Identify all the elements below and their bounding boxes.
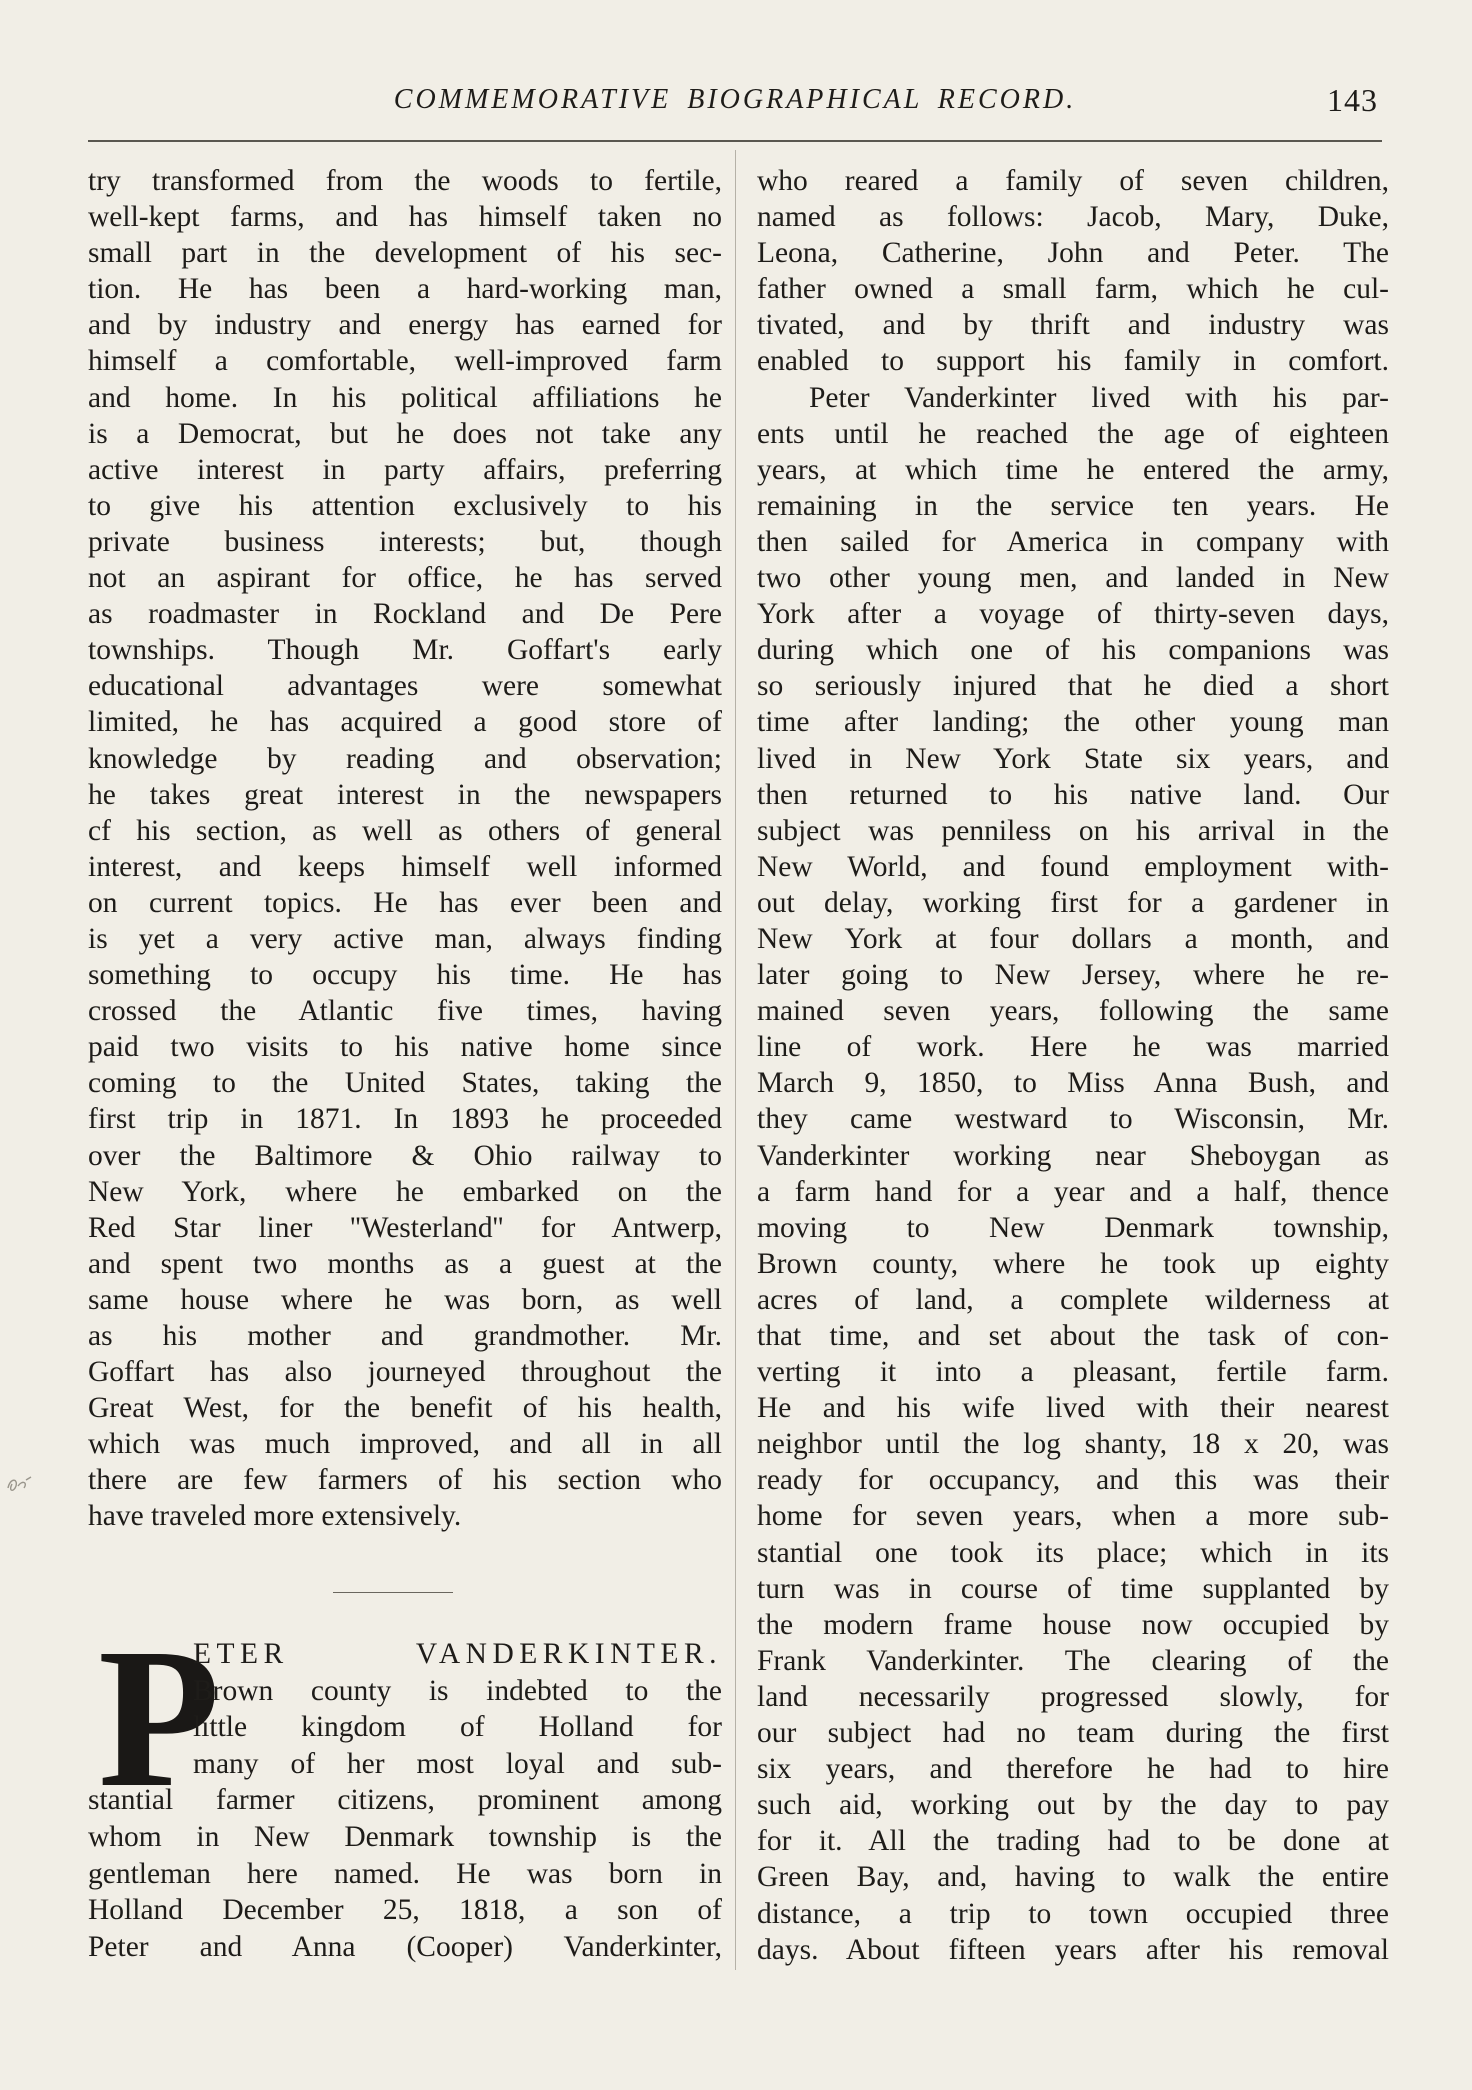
biography-opening (88, 1608, 722, 1965)
text-line: crossed the Atlantic five times, having (88, 995, 722, 1028)
text-line: during which one of his companions was (757, 634, 1389, 667)
text-line: Green Bay, and, having to walk the entire (757, 1861, 1389, 1894)
left-column (88, 163, 722, 1535)
text-line: Vanderkinter working near Sheboygan as (757, 1139, 1389, 1172)
text-line: verting it into a pleasant, fertile farm. (757, 1356, 1389, 1389)
text-line: lived in New York State six years, and (757, 742, 1389, 775)
text-line: New York, where he embarked on the (88, 1175, 722, 1208)
text-line: Holland December 25, 1818, a son of (88, 1894, 722, 1927)
text-line: first trip in 1871. In 1893 he proceeded (88, 1103, 722, 1136)
text-line: a farm hand for a year and a half, thence (757, 1175, 1389, 1208)
text-line: remaining in the service ten years. He (757, 489, 1389, 522)
right-column (757, 163, 1389, 1968)
text-line: cf his section, as well as others of general (88, 814, 722, 847)
text-line: little kingdom of Holland for (193, 1711, 722, 1744)
page-number: 143 (1327, 82, 1378, 118)
header-rule (88, 140, 1382, 142)
text-line: and spent two months as a guest at the (88, 1247, 722, 1280)
text-line: himself a comfortable, well-improved farm (88, 345, 722, 378)
text-line: as his mother and grandmother. Mr. (88, 1320, 722, 1352)
text-line: for it. All the trading had to be done at (757, 1825, 1389, 1858)
text-line: named as follows: Jacob, Mary, Duke, (757, 201, 1389, 234)
text-line: is a Democrat, but he does not take any (88, 417, 722, 450)
text-line: educational advantages were somewhat (88, 670, 722, 703)
text-line: try transformed from the woods to fertile, (88, 165, 722, 197)
text-line: private business interests; but, though (88, 525, 722, 558)
text-line: such aid, working out by the day to pay (757, 1789, 1389, 1822)
text-line: moving to New Denmark township, (757, 1211, 1389, 1244)
text-line: is yet a very active man, always finding (88, 922, 722, 955)
text-line: stantial one took its place; which in its (757, 1536, 1389, 1569)
text-line: whom in New Denmark township is the (88, 1820, 722, 1853)
running-head: COMMEMORATIVE BIOGRAPHICAL RECORD. (393, 84, 1077, 115)
text-line: New York at four dollars a month, and (757, 922, 1389, 955)
text-line: many of her most loyal and sub- (193, 1747, 722, 1780)
text-line: father owned a small farm, which he cul- (757, 273, 1389, 306)
text-line: on current topics. He has ever been and (88, 886, 722, 919)
text-line: home for seven years, when a more sub- (757, 1500, 1389, 1533)
section-divider (333, 1592, 453, 1593)
text-line: to give his attention exclusively to his (88, 489, 722, 522)
text-line: then sailed for America in company with (757, 525, 1389, 558)
text-line: distance, a trip to town occupied three (757, 1897, 1389, 1930)
text-line: the modern frame house now occupied by (757, 1608, 1389, 1641)
text-line: March 9, 1850, to Miss Anna Bush, and (757, 1067, 1389, 1100)
text-line: limited, he has acquired a good store of (88, 706, 722, 739)
text-line: land necessarily progressed slowly, for (757, 1680, 1389, 1713)
text-line: well-kept farms, and has himself taken no (88, 201, 722, 234)
text-line: turn was in course of time supplanted by (757, 1572, 1389, 1605)
text-line: line of work. Here he was married (757, 1031, 1389, 1064)
text-line: tion. He has been a hard-working man, (88, 273, 722, 306)
text-line: Leona, Catherine, John and Peter. The (757, 237, 1389, 270)
text-line: York after a voyage of thirty-seven days, (757, 598, 1389, 631)
text-line: then returned to his native land. Our (757, 778, 1389, 811)
text-line: Red Star liner ''Westerland'' for Antwerp, (88, 1211, 722, 1244)
text-line: and by industry and energy has earned for (88, 309, 722, 342)
text-line: He and his wife lived with their nearest (757, 1392, 1389, 1425)
page-header (88, 80, 1382, 120)
text-line: Brown county, where he took up eighty (757, 1247, 1389, 1280)
text-line: enabled to support his family in comfort. (757, 345, 1389, 378)
text-line: out delay, working first for a gardener in (757, 886, 1389, 919)
text-line: which was much improved, and all in all (88, 1428, 722, 1461)
text-line: who reared a family of seven children, (757, 165, 1389, 197)
text-line: Goffart has also journeyed throughout the (88, 1356, 722, 1389)
text-line: years, at which time he entered the army, (757, 453, 1389, 486)
text-line: six years, and therefore he had to hire (757, 1753, 1389, 1786)
text-line: not an aspirant for office, he has served (88, 562, 722, 595)
text-line: so seriously injured that he died a short (757, 670, 1389, 703)
text-line: something to occupy his time. He has (88, 959, 722, 992)
text-line: tivated, and by thrift and industry was (757, 309, 1389, 342)
text-line: active interest in party affairs, preferring (88, 453, 722, 486)
text-line: townships. Though Mr. Goffart's early (88, 634, 722, 667)
text-line: they came westward to Wisconsin, Mr. (757, 1103, 1389, 1136)
text-line: ents until he reached the age of eighteen (757, 417, 1389, 450)
margin-ornament-icon (4, 1474, 34, 1496)
text-line: New World, and found employment with- (757, 850, 1389, 883)
text-line: mained seven years, following the same (757, 995, 1389, 1028)
text-line: that time, and set about the task of con- (757, 1320, 1389, 1352)
text-line: paid two visits to his native home since (88, 1031, 722, 1064)
text-line: coming to the United States, taking the (88, 1067, 722, 1100)
text-line: have traveled more extensively. (88, 1500, 462, 1533)
text-line: our subject had no team during the first (757, 1717, 1389, 1750)
text-line: Peter and Anna (Cooper) Vanderkinter, (88, 1930, 722, 1963)
text-line: two other young men, and landed in New (757, 562, 1389, 595)
text-line: days. About fifteen years after his removal (757, 1933, 1389, 1966)
biography-name: ETER VANDERKINTER. (193, 1638, 722, 1670)
text-line: small part in the development of his sec- (88, 237, 722, 270)
text-line: Peter Vanderkinter lived with his par- (809, 381, 1389, 414)
text-line: acres of land, a complete wilderness at (757, 1283, 1389, 1316)
text-line: time after landing; the other young man (757, 706, 1389, 739)
text-line: interest, and keeps himself well informed (88, 850, 722, 883)
text-line: he takes great interest in the newspapers (88, 778, 722, 811)
text-line: subject was penniless on his arrival in the (757, 814, 1389, 847)
text-line: and home. In his political affiliations he (88, 381, 722, 414)
text-line: Frank Vanderkinter. The clearing of the (757, 1644, 1389, 1677)
text-line: over the Baltimore & Ohio railway to (88, 1139, 722, 1172)
drop-cap: P (98, 1608, 221, 1829)
text-line: same house where he was born, as well (88, 1283, 722, 1316)
text-line: knowledge by reading and observation; (88, 742, 722, 775)
text-line: Brown county is indebted to the (193, 1674, 722, 1707)
text-line: neighbor until the log shanty, 18 x 20, was (757, 1428, 1389, 1461)
text-line: ready for occupancy, and this was their (757, 1464, 1389, 1497)
text-line: stantial farmer citizens, prominent among (88, 1784, 722, 1817)
text-line: there are few farmers of his section who (88, 1464, 722, 1497)
text-line: Great West, for the benefit of his health, (88, 1392, 722, 1425)
text-line: gentleman here named. He was born in (88, 1857, 722, 1890)
text-line: later going to New Jersey, where he re- (757, 959, 1389, 992)
column-divider (735, 150, 736, 1970)
text-line: as roadmaster in Rockland and De Pere (88, 598, 722, 631)
